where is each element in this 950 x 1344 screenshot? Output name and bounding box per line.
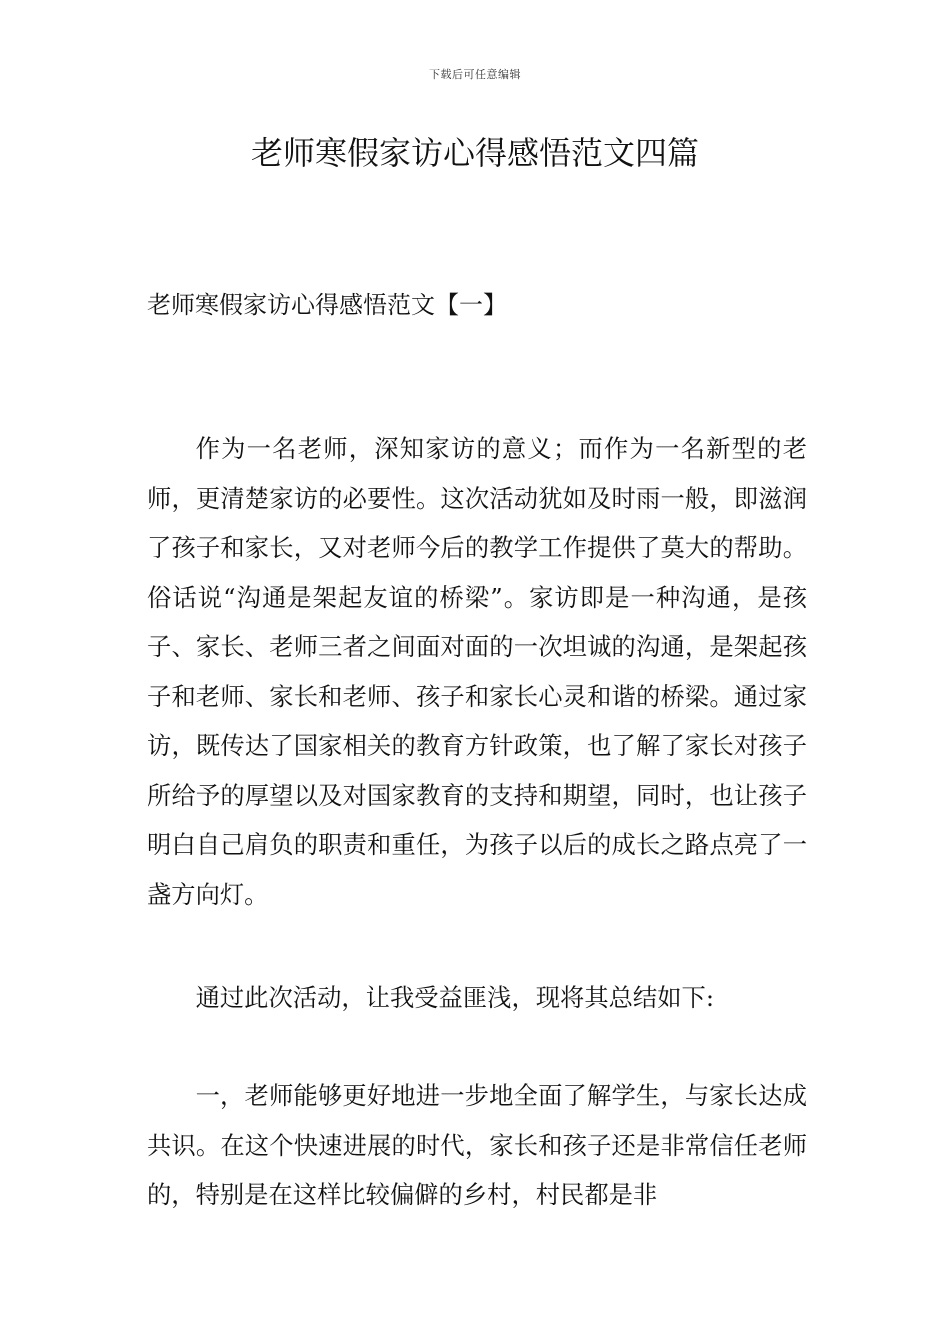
body-paragraph: 通过此次活动，让我受益匪浅，现将其总结如下: [195,983,715,1012]
section-heading: 老师寒假家访心得感悟范文【一】 [147,291,507,319]
header-note: 下载后可任意编辑 [429,68,521,81]
body-paragraph: 一，老师能够更好地进一步地全面了解学生，与家长达成共识。在这个快速进展的时代，家长和孩子还是非常信任老师的，特别是在这样比较偏僻的乡村，村民都是非 [147,1081,807,1209]
document-title: 老师寒假家访心得感悟范文四篇 [250,134,699,172]
body-paragraph: 作为一名老师，深知家访的意义；而作为一名新型的老师，更清楚家访的必要性。这次活动犹如及时雨一般，即滋润了孩子和家长，又对老师今后的教学工作提供了莫大的帮助。俗话说“沟通是架起友谊的桥梁”。家访即是一种沟通，是孩子、家长、老师三者之间面对面的一次坦诚的沟通，是架起孩子和老师、家长和老师、孩子和家长心灵和谐的桥梁。通过家访，既传达了国家相关的教育方针政策，也了解了家长对孩子所给予的厚望以及对国家教育的支持和期望，同时，也让孩子明白自己肩负的职责和重任，为孩子以后的成长之路点亮了一盏方向灯。 [147,434,807,909]
